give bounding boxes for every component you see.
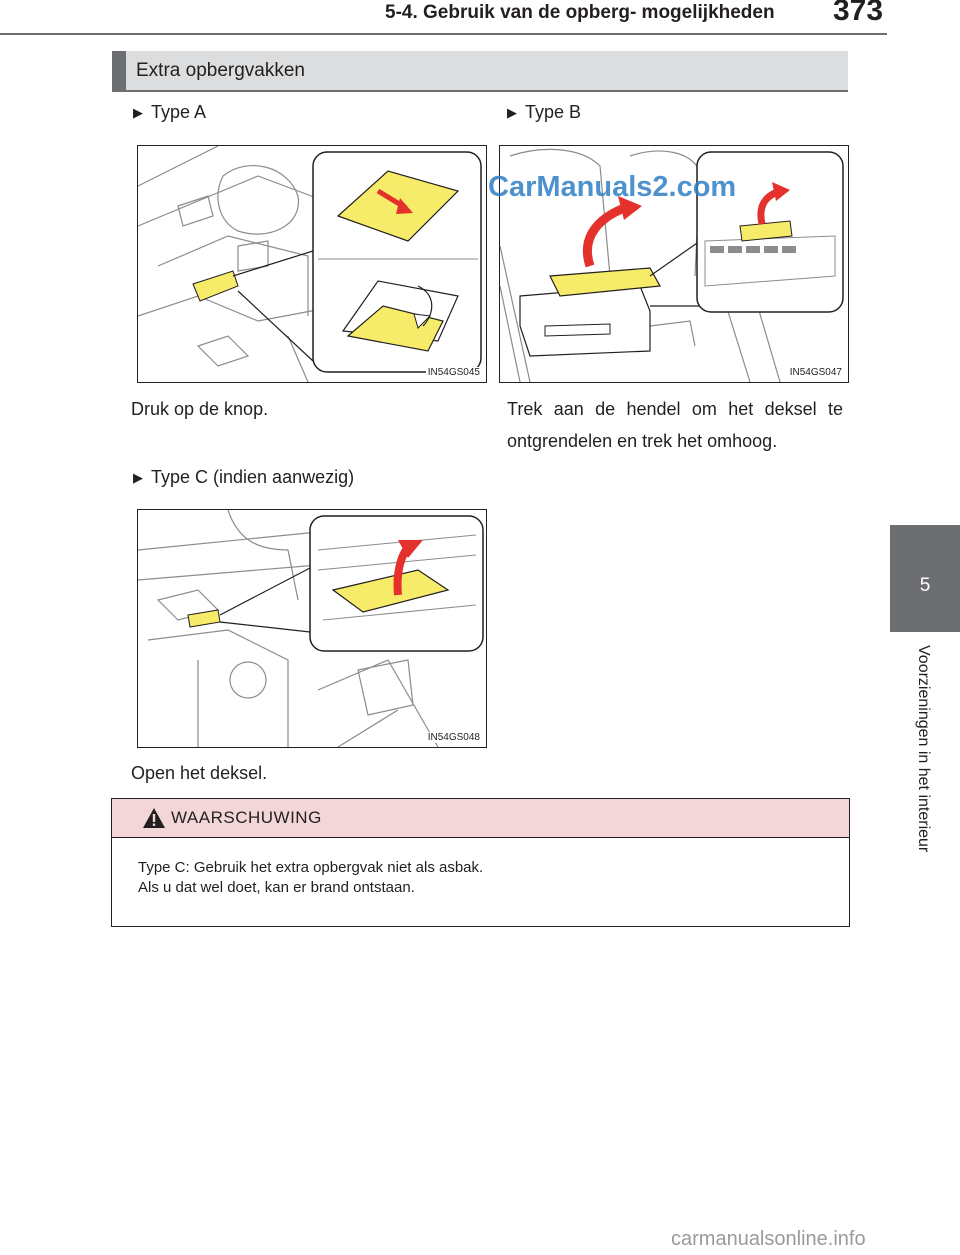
warning-line: Type C: Gebruik het extra opbergvak niet als asbak. — [138, 859, 484, 876]
section-title: Extra opbergvakken — [136, 60, 305, 81]
figure-type-c — [137, 509, 487, 748]
chapter-number: 5 — [919, 575, 931, 596]
figure-code-a: IN54GS045 — [427, 367, 480, 378]
header-rule — [0, 33, 887, 35]
figure-code-b: IN54GS047 — [789, 367, 842, 378]
caption-type-b: Trek aan de hendel om het deksel te ontgrendelen en trek het omhoog. — [507, 399, 843, 451]
warning-box — [111, 798, 850, 927]
figure-code-c: IN54GS048 — [427, 732, 480, 743]
bullet-triangle-icon: ▶ — [507, 105, 517, 120]
bullet-triangle-icon: ▶ — [133, 470, 143, 485]
type-c-heading — [133, 467, 354, 488]
warning-triangle-icon — [142, 807, 166, 829]
watermark-overlay: CarManuals2.com — [488, 171, 737, 203]
glovebox-illustration — [138, 146, 486, 382]
type-c-label: Type C (indien aanwezig) — [151, 467, 355, 487]
warning-line: Als u dat wel doet, kan er brand ontstaan. — [138, 879, 415, 896]
type-a-label: Type A — [151, 102, 207, 122]
caption-type-a: Druk op de knop. — [131, 399, 269, 419]
warning-header — [112, 799, 849, 838]
caption-type-c: Open het deksel. — [131, 763, 268, 783]
type-b-heading — [507, 102, 581, 123]
section-accent — [112, 51, 126, 90]
chapter-tab — [890, 525, 960, 632]
chapter-title: Voorzieningen in het interieur — [915, 645, 932, 853]
section-heading-bar — [112, 51, 848, 92]
warning-title: WAARSCHUWING — [171, 808, 322, 827]
warning-text — [138, 858, 483, 898]
page-number: 373 — [833, 0, 884, 27]
door-storage-illustration — [138, 510, 486, 747]
footer-watermark: carmanualsonline.info — [671, 1228, 866, 1250]
bullet-triangle-icon: ▶ — [133, 105, 143, 120]
type-a-heading — [133, 102, 206, 123]
type-b-label: Type B — [525, 102, 582, 122]
figure-type-a — [137, 145, 487, 383]
running-header-title: 5-4. Gebruik van de opberg- mogelijkheden — [385, 2, 775, 23]
chapter-title-vertical — [910, 645, 940, 905]
